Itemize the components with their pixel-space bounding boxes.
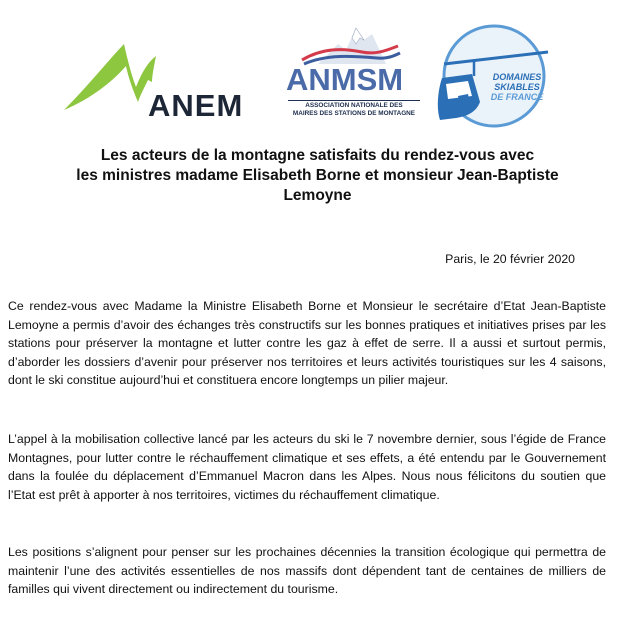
- anmsm-subtitle-line1: ASSOCIATION NATIONALE DES: [288, 100, 420, 110]
- title-line-2: les ministres madame Elisabeth Borne et monsieur Jean-Baptiste: [76, 167, 559, 184]
- anmsm-wordmark: ANMSM: [286, 62, 404, 97]
- domaines-skiables-wordmark: [482, 72, 552, 102]
- title-line-1: Les acteurs de la montagne satisfaits du rendez-vous avec: [100, 147, 535, 164]
- dsf-line3: DE FRANCE: [490, 92, 544, 102]
- dsf-line2: SKIABLES: [494, 82, 540, 92]
- anmsm-logo: [282, 20, 422, 130]
- domaines-skiables-logo: [428, 24, 558, 129]
- anem-wordmark: ANEM: [148, 88, 244, 123]
- anmsm-subtitle-line2: MAIRES DES STATIONS DE MONTAGNE: [292, 110, 416, 117]
- dsf-line1: DOMAINES: [492, 72, 542, 82]
- anem-logo: [62, 32, 262, 122]
- paragraph-2: L’appel à la mobilisation collective lancé par les acteurs du ski le 7 novembre dernier, sous l’égide de France Montagnes, pour lutter contre le réchauffement climatique et ses effets, a été entendu par le Gouvernement dans la foulée du déplacement d’Emmanuel Macron dans les Alpes. Nous nous félicitons du soutien que l’Etat est prêt à apporter à nos territoires, victimes du réchauffement climatique.: [8, 432, 606, 502]
- paragraph-3: Les positions s’alignent pour penser sur les prochaines décennies la transition écologique qui permettra de maintenir l’une des activités essentielles de nos massifs dont dépendent tant de centaines de milliers de familles qui vivent directement ou indirectement du tourisme.: [8, 545, 606, 596]
- dateline: Paris, le 20 février 2020: [445, 252, 575, 266]
- press-release-title: [40, 146, 595, 206]
- logo-bar: [0, 18, 635, 123]
- anmsm-subtitle: [288, 100, 420, 118]
- title-line-3: Lemoyne: [283, 187, 352, 204]
- paragraph-1: Ce rendez-vous avec Madame la Ministre Elisabeth Borne et Monsieur le secrétaire d’Etat Jean-Baptiste Lemoyne a permis d’avoir des échanges très constructifs sur les bonnes pratiques et initiatives prises par les stations pour préserver la montagne et lutter contre les gaz à effet de serre. Il a aussi et surtout permis, d’aborder les dossiers d’avenir pour préserver nos territoires et leurs activités touristiques sur les 4 saisons, dont le ski constitue aujourd’hui et constituera encore longtemps un pilier majeur.: [8, 299, 606, 387]
